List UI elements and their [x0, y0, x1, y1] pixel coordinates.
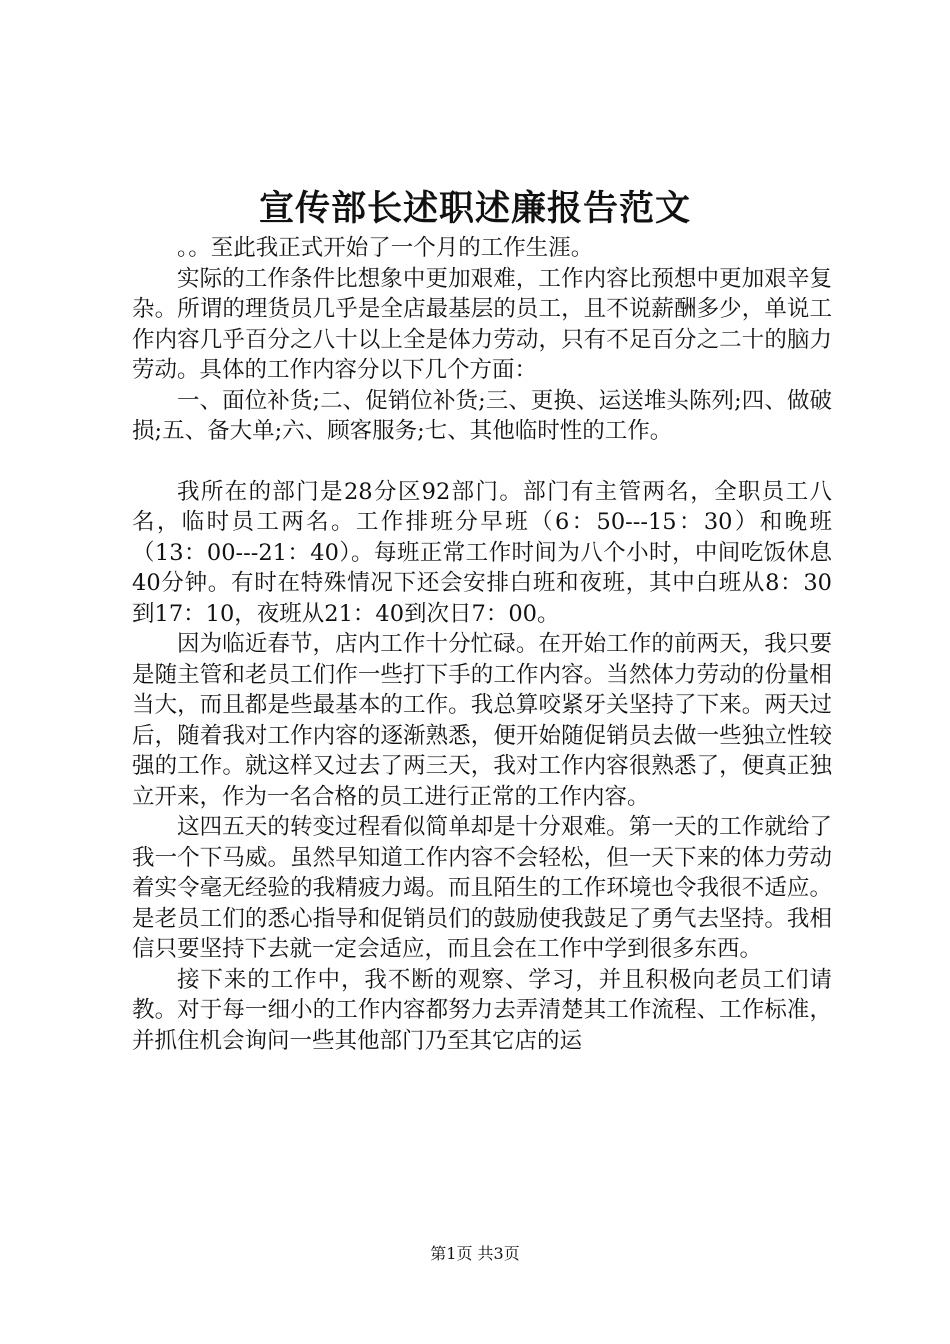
document-body: [132, 233, 832, 1056]
page-footer: 第1页 共3页: [430, 1244, 520, 1263]
paragraph: 实际的工作条件比想象中更加艰难，工作内容比预想中更加艰辛复杂。所谓的理货员几乎是全店最基层的员工，且不说薪酬多少，单说工作内容几乎百分之八十以上全是体力劳动，只有不足百分之二十的脑力劳动。具体的工作内容分以下几个方面：: [132, 265, 832, 383]
paragraph: 一、面位补货;二、促销位补货;三、更换、运送堆头陈列;四、做破损;五、备大单;六、顾客服务;七、其他临时性的工作。: [132, 387, 832, 444]
paragraph: 这四五天的转变过程看似简单却是十分艰难。第一天的工作就给了我一个下马威。虽然早知道工作内容不会轻松，但一天下来的体力劳动着实令毫无经验的我精疲力竭。而且陌生的工作环境也令我很不适应。是老员工们的悉心指导和促销员们的鼓励使我鼓足了勇气去坚持。我相信只要坚持下去就一定会适应，而且会在工作中学到很多东西。: [132, 814, 832, 962]
paragraph: 我所在的部门是28分区92部门。部门有主管两名，全职员工八名，临时员工两名。工作排班分早班（6：50---15：30）和晚班（13：00---21：40）。每班正常工作时间为八个小时，中间吃饭休息40分钟。有时在特殊情况下还会安排白班和夜班，其中白班从8：30到17：10，夜班从21：40到次日7：00。: [132, 478, 832, 627]
document-title: 宣传部长述职述廉报告范文: [258, 188, 691, 229]
paragraph: 接下来的工作中，我不断的观察、学习，并且积极向老员工们请教。对于每一细小的工作内容都努力去弄清楚其工作流程、工作标准，并抓住机会询问一些其他部门乃至其它店的运: [132, 966, 832, 1054]
paragraph: 。。至此我正式开始了一个月的工作生涯。: [177, 235, 594, 261]
paragraph: 因为临近春节，店内工作十分忙碌。在开始工作的前两天，我只要是随主管和老员工们作一些打下手的工作内容。当然体力劳动的份量相当大，而且都是些最基本的工作。我总算咬紧牙关坚持了下来。两天过后，随着我对工作内容的逐渐熟悉，便开始随促销员去做一些独立性较强的工作。就这样又过去了两三天，我对工作内容很熟悉了，便真正独立开来，作为一名合格的员工进行正常的工作内容。: [132, 631, 832, 810]
